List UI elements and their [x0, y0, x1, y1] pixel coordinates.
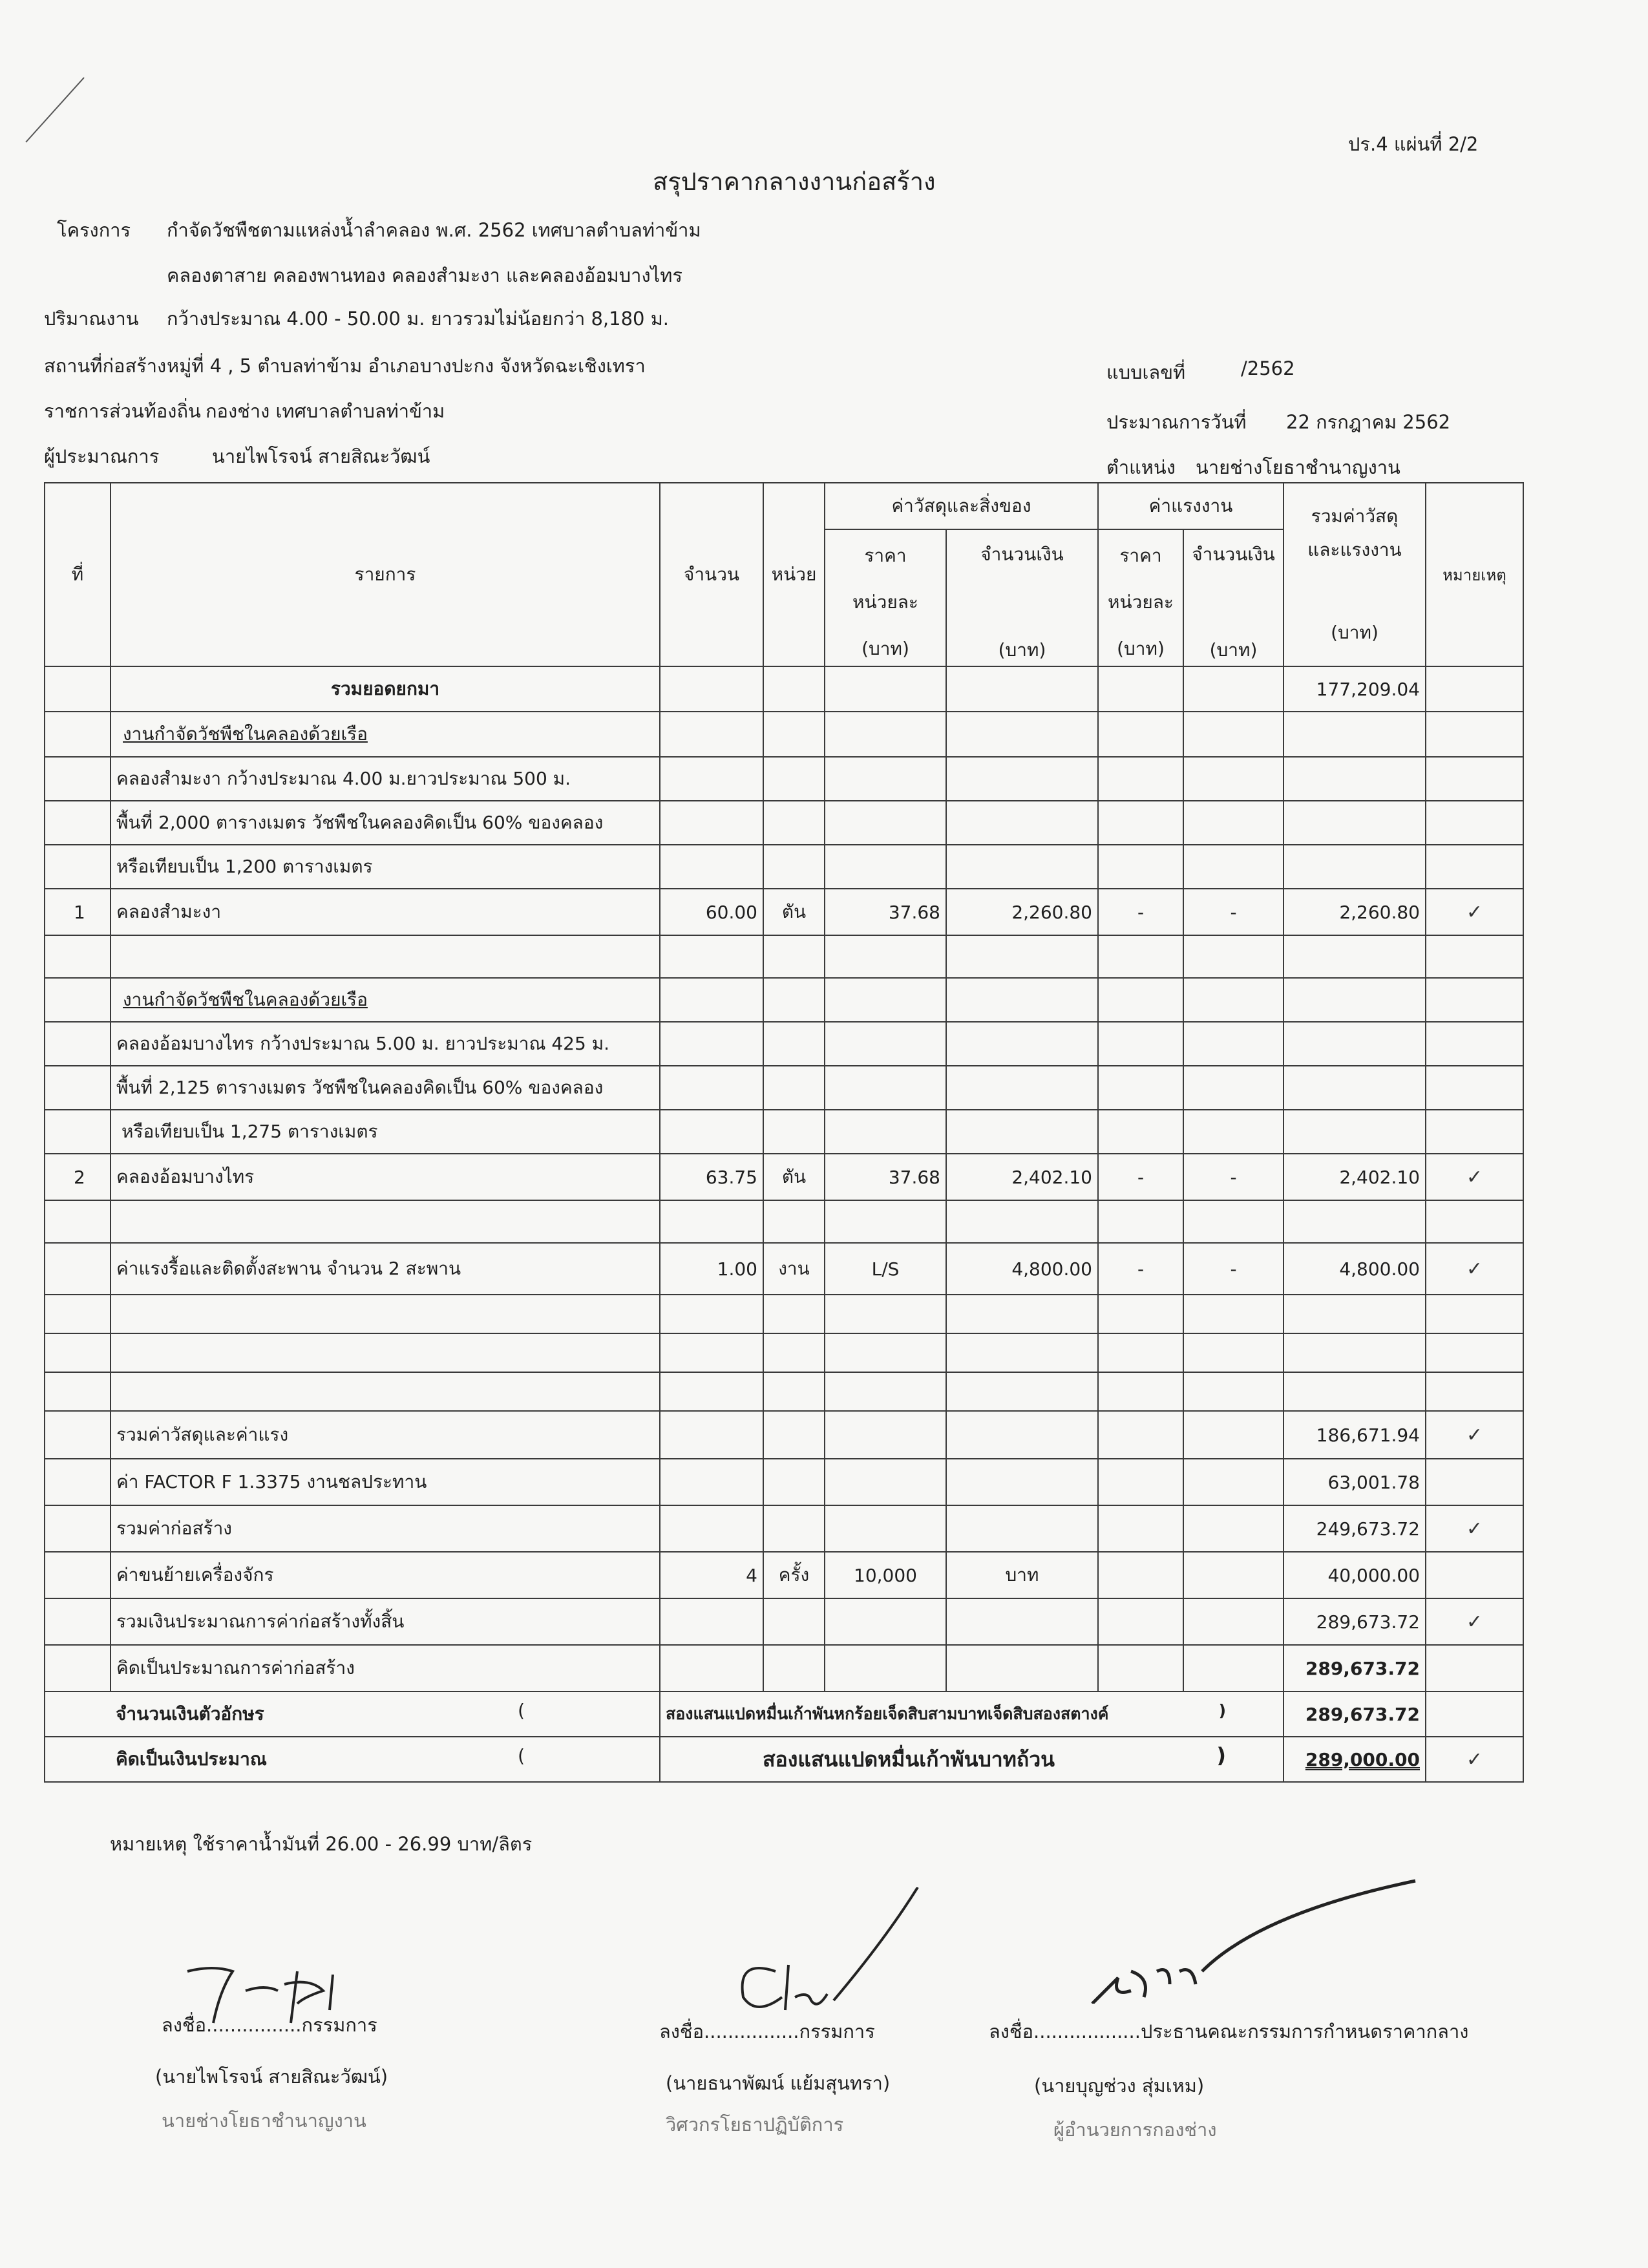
- grand-value: 289,673.72: [1284, 1598, 1426, 1645]
- words-close-paren: ): [1218, 1701, 1226, 1720]
- table-row-estimate: [45, 1645, 1523, 1691]
- table-row-carried: [45, 666, 1523, 712]
- group2-desc-2: พื้นที่ 2,125 ตารางเมตร วัชพืชในคลองคิดเป็น 60% ของคลอง: [111, 1066, 660, 1110]
- signature-3-label: ลงชื่อ: [989, 2020, 1034, 2042]
- item1-name: คลองสำมะงา: [111, 889, 660, 935]
- group2-desc-3: หรือเทียบเป็น 1,275 ตารางเมตร: [111, 1110, 660, 1154]
- form-number-value: /2562: [1241, 357, 1295, 379]
- item1-lab-price: -: [1098, 889, 1183, 935]
- words-text: สองแสนแปดหมื่นเก้าพันหกร้อยเจ็ดสิบสามบาทเจ็ดสิบสองสตางค์: [666, 1704, 1109, 1723]
- table-row-blank: [45, 1372, 1523, 1411]
- table-row-group2-title: [45, 978, 1523, 1022]
- check-mark-icon: ✓: [1426, 1505, 1523, 1552]
- header-row-1: [45, 483, 1523, 529]
- header-mat-amount-baht: (บาท): [998, 639, 1046, 661]
- cost-summary-table: [44, 482, 1524, 1783]
- estimator-label: ผู้ประมาณการ: [44, 445, 160, 467]
- table-row-sum-mat-labor: [45, 1411, 1523, 1459]
- signature-3-dots: ..................: [1033, 2020, 1141, 2042]
- project-line-1: กำจัดวัชพืชตามแหล่งน้ำลำคลอง พ.ศ. 2562 เทศบาลตำบลท่าข้าม: [167, 219, 701, 241]
- budget-text-cell: [660, 1737, 1284, 1782]
- signature-3-title: ผู้อำนวยการกองช่าง: [1053, 2119, 1217, 2141]
- sum-mat-labor-label: รวมค่าวัสดุและค่าแรง: [111, 1411, 660, 1459]
- quantity-value: กว้างประมาณ 4.00 - 50.00 ม. ยาวรวมไม่น้อยกว่า 8,180 ม.: [167, 308, 670, 330]
- header-material-group: ค่าวัสดุและสิ่งของ: [825, 483, 1098, 529]
- table-row: [45, 1243, 1523, 1295]
- scan-mark-icon: [19, 71, 97, 149]
- transport-price: 10,000: [825, 1552, 946, 1598]
- header-lab-price-line1: ราคา: [1119, 545, 1162, 566]
- agency-value: กองช่าง เทศบาลตำบลท่าข้าม: [206, 400, 445, 422]
- group2-desc-1: คลองอ้อมบางไทร กว้างประมาณ 5.00 ม. ยาวประมาณ 425 ม.: [111, 1022, 660, 1066]
- document-title: สรุปราคากลางงานก่อสร้าง: [653, 167, 936, 196]
- signature-1-label: ลงชื่อ: [162, 2014, 207, 2036]
- header-qty: จำนวน: [660, 483, 763, 666]
- project-label: โครงการ: [57, 219, 131, 241]
- signature-2-label: ลงชื่อ: [659, 2020, 704, 2042]
- header-lab-amount: [1183, 529, 1284, 666]
- header-mat-price-baht: (บาท): [861, 638, 909, 659]
- header-item: รายการ: [111, 483, 660, 666]
- check-mark-icon: ✓: [1426, 1243, 1523, 1295]
- item2-unit: ตัน: [763, 1154, 825, 1200]
- handwritten-signature-icon: [1066, 1874, 1428, 2004]
- group2-title: งานกำจัดวัชพืชในคลองด้วยเรือ: [111, 978, 660, 1022]
- group1-desc-3: หรือเทียบเป็น 1,200 ตารางเมตร: [111, 845, 660, 889]
- position-value: นายช่างโยธาชำนาญงาน: [1196, 456, 1400, 478]
- location-value: หมู่ที่ 4 , 5 ตำบลท่าข้าม อำเภอบางปะกง จังหวัดฉะเชิงเทรา: [167, 355, 646, 377]
- carried-total: 177,209.04: [1284, 666, 1426, 712]
- construction-value: 249,673.72: [1284, 1505, 1426, 1552]
- words-value: 289,673.72: [1284, 1691, 1426, 1737]
- signature-1-dots: ................: [206, 2014, 302, 2036]
- check-mark-icon: ✓: [1426, 1154, 1523, 1200]
- budget-label-cell: [111, 1737, 660, 1782]
- item1-unit: ตัน: [763, 889, 825, 935]
- table-row-blank: [45, 1200, 1523, 1243]
- estimator-value: นายไพโรจน์ สายสิณะวัฒน์: [212, 445, 430, 467]
- budget-value: 289,000.00: [1284, 1737, 1426, 1782]
- table-row-group1-title: [45, 712, 1523, 757]
- table-row-blank: [45, 1333, 1523, 1372]
- item2-qty: 63.75: [660, 1154, 763, 1200]
- words-label-cell: [111, 1691, 660, 1737]
- item3-qty: 1.00: [660, 1243, 763, 1295]
- item3-mat-amount: 4,800.00: [946, 1243, 1098, 1295]
- handwritten-signature-icon: [698, 1887, 956, 2036]
- carried-label: รวมยอดยกมา: [111, 666, 660, 712]
- factor-value: 63,001.78: [1284, 1459, 1426, 1505]
- item1-no: 1: [45, 889, 111, 935]
- estimate-date-label: ประมาณการวันที่: [1106, 411, 1247, 433]
- grand-label: รวมเงินประมาณการค่าก่อสร้างทั้งสิ้น: [111, 1598, 660, 1645]
- header-lab-price-line2: หน่วยละ: [1108, 591, 1174, 613]
- estimate-date-value: 22 กรกฎาคม 2562: [1286, 411, 1451, 433]
- page-reference: ปร.4 แผ่นที่ 2/2: [1348, 133, 1479, 155]
- check-mark-icon: ✓: [1426, 1737, 1523, 1782]
- signature-2-title: วิศวกรโยธาปฏิบัติการ: [666, 2114, 844, 2136]
- header-mat-amount: [946, 529, 1098, 666]
- table-row-group2-desc3: [45, 1110, 1523, 1154]
- words-text-cell: [660, 1691, 1284, 1737]
- signature-2-role: กรรมการ: [799, 2020, 875, 2042]
- item3-lab-price: -: [1098, 1243, 1183, 1295]
- table-row-group1-desc2: [45, 801, 1523, 845]
- header-total-line2: และแรงงาน: [1307, 539, 1402, 560]
- check-mark-icon: ✓: [1426, 889, 1523, 935]
- group1-desc-2: พื้นที่ 2,000 ตารางเมตร วัชพืชในคลองคิดเป็น 60% ของคลอง: [111, 801, 660, 845]
- header-total-baht: (บาท): [1331, 622, 1379, 643]
- item1-qty: 60.00: [660, 889, 763, 935]
- item1-mat-price: 37.68: [825, 889, 946, 935]
- table-row-construction: [45, 1505, 1523, 1552]
- signature-2-dots: ................: [704, 2020, 799, 2042]
- words-label: จำนวนเงินตัวอักษร: [116, 1703, 264, 1724]
- table-row-group1-desc1: [45, 757, 1523, 801]
- item3-unit: งาน: [763, 1243, 825, 1295]
- construction-label: รวมค่าก่อสร้าง: [111, 1505, 660, 1552]
- check-mark-icon: ✓: [1426, 1411, 1523, 1459]
- item2-lab-price: -: [1098, 1154, 1183, 1200]
- header-mat-price-line2: หน่วยละ: [852, 591, 918, 613]
- location-label: สถานที่ก่อสร้าง: [44, 355, 167, 377]
- table-row-budget: [45, 1737, 1523, 1782]
- item1-mat-amount: 2,260.80: [946, 889, 1098, 935]
- signature-1-name: (นายไพโรจน์ สายสิณะวัฒน์): [155, 2066, 388, 2088]
- sum-mat-labor-value: 186,671.94: [1284, 1411, 1426, 1459]
- item1-lab-amount: -: [1183, 889, 1284, 935]
- header-mat-amount-label: จำนวนเงิน: [980, 544, 1064, 565]
- header-no: ที่: [45, 483, 111, 666]
- form-number-label: แบบเลขที่: [1106, 361, 1186, 383]
- remark-note: หมายเหตุ ใช้ราคาน้ำมันที่ 26.00 - 26.99 บาท/ลิตร: [110, 1833, 533, 1855]
- item3-total: 4,800.00: [1284, 1243, 1426, 1295]
- table-row-blank: [45, 1295, 1523, 1333]
- table-row: [45, 1154, 1523, 1200]
- table-row-grand: [45, 1598, 1523, 1645]
- header-unit: หน่วย: [763, 483, 825, 666]
- project-line-2: คลองตาสาย คลองพานทอง คลองสำมะงา และคลองอ้อมบางไทร: [167, 264, 682, 286]
- header-lab-amount-label: จำนวนเงิน: [1192, 544, 1275, 565]
- item2-name: คลองอ้อมบางไทร: [111, 1154, 660, 1200]
- signature-3-role: ประธานคณะกรรมการกำหนดราคากลาง: [1140, 2020, 1469, 2042]
- budget-open-paren: (: [518, 1745, 525, 1766]
- item3-mat-price: L/S: [825, 1243, 946, 1295]
- signature-1-title: นายช่างโยธาชำนาญงาน: [162, 2110, 366, 2132]
- transport-price-unit: บาท: [946, 1552, 1098, 1598]
- transport-label: ค่าขนย้ายเครื่องจักร: [111, 1552, 660, 1598]
- table-row-words: [45, 1691, 1523, 1737]
- item2-total: 2,402.10: [1284, 1154, 1426, 1200]
- budget-text: สองแสนแปดหมื่นเก้าพันบาทถ้วน: [763, 1746, 1055, 1772]
- budget-close-paren: ): [1216, 1743, 1226, 1768]
- header-lab-price-baht: (บาท): [1117, 638, 1165, 659]
- header-total-line1: รวมค่าวัสดุ: [1311, 505, 1399, 527]
- table-row-group2-desc1: [45, 1022, 1523, 1066]
- table-row-group1-desc3: [45, 845, 1523, 889]
- item2-no: 2: [45, 1154, 111, 1200]
- group1-title: งานกำจัดวัชพืชในคลองด้วยเรือ: [111, 712, 660, 757]
- factor-label: ค่า FACTOR F 1.3375 งานชลประทาน: [111, 1459, 660, 1505]
- signature-2-name: (นายธนาพัฒน์ แย้มสุนทรา): [666, 2072, 891, 2094]
- transport-unit: ครั้ง: [763, 1552, 825, 1598]
- check-mark-icon: ✓: [1426, 1598, 1523, 1645]
- item2-mat-price: 37.68: [825, 1154, 946, 1200]
- header-remark: หมายเหตุ: [1426, 483, 1523, 666]
- table-row: [45, 889, 1523, 935]
- position-label: ตำแหน่ง: [1106, 456, 1176, 478]
- item3-lab-amount: -: [1183, 1243, 1284, 1295]
- estimate-value: 289,673.72: [1284, 1645, 1426, 1691]
- words-open-paren: (: [518, 1700, 525, 1721]
- table-row-factor: [45, 1459, 1523, 1505]
- transport-qty: 4: [660, 1552, 763, 1598]
- item1-total: 2,260.80: [1284, 889, 1426, 935]
- agency-label: ราชการส่วนท้องถิ่น: [44, 400, 201, 422]
- header-lab-price: [1098, 529, 1183, 666]
- header-labor-group: ค่าแรงงาน: [1098, 483, 1284, 529]
- item2-lab-amount: -: [1183, 1154, 1284, 1200]
- signature-1-role: กรรมการ: [301, 2014, 377, 2036]
- signature-3-name: (นายบุญช่วง สุ่มเหม): [1034, 2075, 1205, 2097]
- header-mat-price: [825, 529, 946, 666]
- item3-name: ค่าแรงรื้อและติดตั้งสะพาน จำนวน 2 สะพาน: [111, 1243, 660, 1295]
- transport-total: 40,000.00: [1284, 1552, 1426, 1598]
- estimate-label: คิดเป็นประมาณการค่าก่อสร้าง: [111, 1645, 660, 1691]
- table-row-transport: [45, 1552, 1523, 1598]
- header-total: [1284, 483, 1426, 666]
- table-row-blank: [45, 935, 1523, 978]
- header-mat-price-line1: ราคา: [864, 545, 907, 566]
- budget-label: คิดเป็นเงินประมาณ: [116, 1748, 267, 1770]
- item2-mat-amount: 2,402.10: [946, 1154, 1098, 1200]
- quantity-label: ปริมาณงาน: [44, 308, 139, 330]
- table-row-group2-desc2: [45, 1066, 1523, 1110]
- group1-desc-1: คลองสำมะงา กว้างประมาณ 4.00 ม.ยาวประมาณ 500 ม.: [111, 757, 660, 801]
- header-lab-amount-baht: (บาท): [1209, 639, 1258, 661]
